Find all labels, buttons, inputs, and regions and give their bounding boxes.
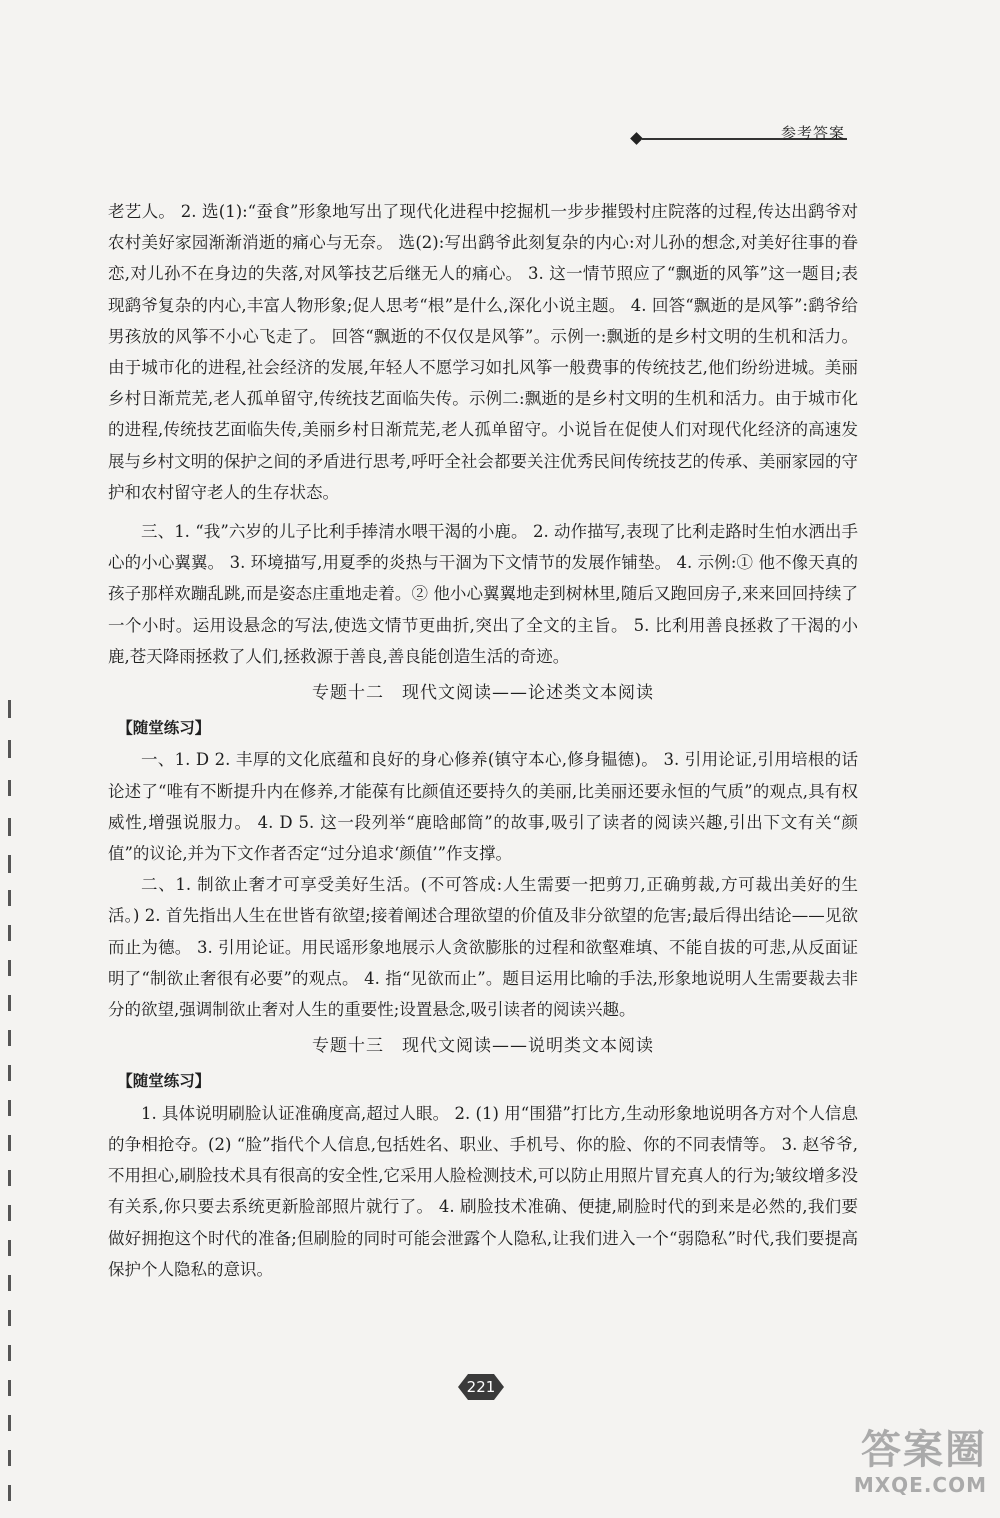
answer-content xyxy=(108,196,858,1285)
diamond-icon xyxy=(630,132,643,145)
watermark-logo xyxy=(838,1418,993,1508)
answer-paragraph: 一、1. D 2. 丰厚的文化底蕴和良好的身心修养(镇守本心,修身韫德)。 3. 引用论证,引用培根的话论述了“唯有不断提升内在修养,才能葆有比颜值还要持久的美丽,比美丽还要永恒的气质”的观点,具有权威性,增强说服力。 4. D 5. 这一段列举“鹿晗邮筒”的故事,吸引了读者的阅读兴趣,引出下文有关“颜值”的议论,并为下文作者否定“过分追求‘颜值’”作支撑。 xyxy=(108,750,859,864)
section-title-13: 专题十三 现代文阅读——说明类文本阅读 xyxy=(312,1036,654,1057)
watermark-text: 答案圈 xyxy=(861,1427,987,1473)
section-label-12: 【随堂练习】 xyxy=(117,719,211,738)
header-title: 参考答案 xyxy=(780,124,845,142)
binding-marks xyxy=(4,700,18,1518)
section-label-13: 【随堂练习】 xyxy=(117,1072,211,1091)
answer-paragraph: 老艺人。 2. 选(1):“蚕食”形象地写出了现代化进程中挖掘机一步步摧毁村庄院落的过程,传达出鹞爷对农村美好家园渐渐消逝的痛心与无奈。 选(2):写出鹞爷此刻复杂的内心:对儿孙的想念,对美好往事的眷恋,对儿孙不在身边的失落,对风筝技艺后继无人的痛心。 3. 这一情节照应了“飘逝的风筝”这一题目;表现鹞爷复杂的内心,丰富人物形象;促人思考“根”是什么,深化小说主题。 4. 回答“飘逝的是风筝”:鹞爷给男孩放的风筝不小心飞走了。 回答“飘逝的不仅仅是风筝”。示例一:飘逝的是乡村文明的生机和活力。由于城市化的进程,社会经济的发展,年轻人不愿学习如扎风筝一般费事的传统技艺,他们纷纷进城。美丽乡村日渐荒芜,老人孤单留守,传统技艺面临失传。示例二:飘逝的是乡村文明的生机和活力。由于城市化的进程,传统技艺面临失传,美丽乡村日渐荒芜,老人孤单留守。小说旨在促使人们对现代化经济的高速发展与乡村文明的保护之间的矛盾进行思考,呼吁全社会都要关注优秀民间传统技艺的传承、美丽家园的守护和农村留守老人的生存状态。 xyxy=(108,202,858,502)
answer-paragraph: 三、1. “我”六岁的儿子比利手捧清水喂干渴的小鹿。 2. 动作描写,表现了比利走路时生怕水洒出手心的小心翼翼。 3. 环境描写,用夏季的炎热与干涸为下文情节的发展作铺垫。 4. 示例:① 他不像天真的孩子那样欢蹦乱跳,而是姿态庄重地走着。② 他小心翼翼地走到树林里,随后又跑回房子,来来回回持续了一个小时。运用设悬念的写法,使选文情节更曲折,突出了全文的主旨。 5. 比利用善良拯救了干渴的小鹿,苍天降雨拯救了人们,拯救源于善良,善良能创造生活的奇迹。 xyxy=(108,522,858,666)
page-number: 221 xyxy=(466,1378,496,1396)
section-title-12: 专题十二 现代文阅读——论述类文本阅读 xyxy=(312,683,654,704)
running-header xyxy=(632,122,847,150)
page-number-badge xyxy=(456,1372,506,1402)
answer-paragraph: 二、1. 制欲止奢才可享受美好生活。(不可答成:人生需要一把剪刀,正确剪裁,方可裁出美好的生活。) 2. 首先指出人生在世皆有欲望;接着阐述合理欲望的价值及非分欲望的危害;最后得出结论——见欲而止为德。 3. 引用论证。用民谣形象地展示人贪欲膨胀的过程和欲壑难填、不能自拔的可悲,从反面证明了“制欲止奢很有必要”的观点。 4. 指“见欲而止”。题目运用比喻的手法,形象地说明人生需要裁去非分的欲望,强调制欲止奢对人生的重要性;设置悬念,吸引读者的阅读兴趣。 xyxy=(108,875,858,1020)
watermark-url: MXQE.COM xyxy=(853,1473,987,1497)
answer-paragraph: 1. 具体说明刷脸认证准确度高,超过人眼。 2. (1) 用“围猎”打比方,生动形象地说明各方对个人信息的争相抢夺。(2) “脸”指代个人信息,包括姓名、职业、手机号、你的脸、你的不同表情等。 3. 赵爷爷,不用担心,刷脸技术具有很高的安全性,它采用人脸检测技术,可以防止用照片冒充真人的行为;皱纹增多没有关系,你只要去系统更新脸部照片就行了。 4. 刷脸技术准确、便捷,刷脸时代的到来是必然的,我们要做好拥抱这个时代的准备;但刷脸的同时可能会泄露个人隐私,让我们进入一个“弱隐私”时代,我们要提高保护个人隐私的意识。 xyxy=(108,1103,858,1279)
